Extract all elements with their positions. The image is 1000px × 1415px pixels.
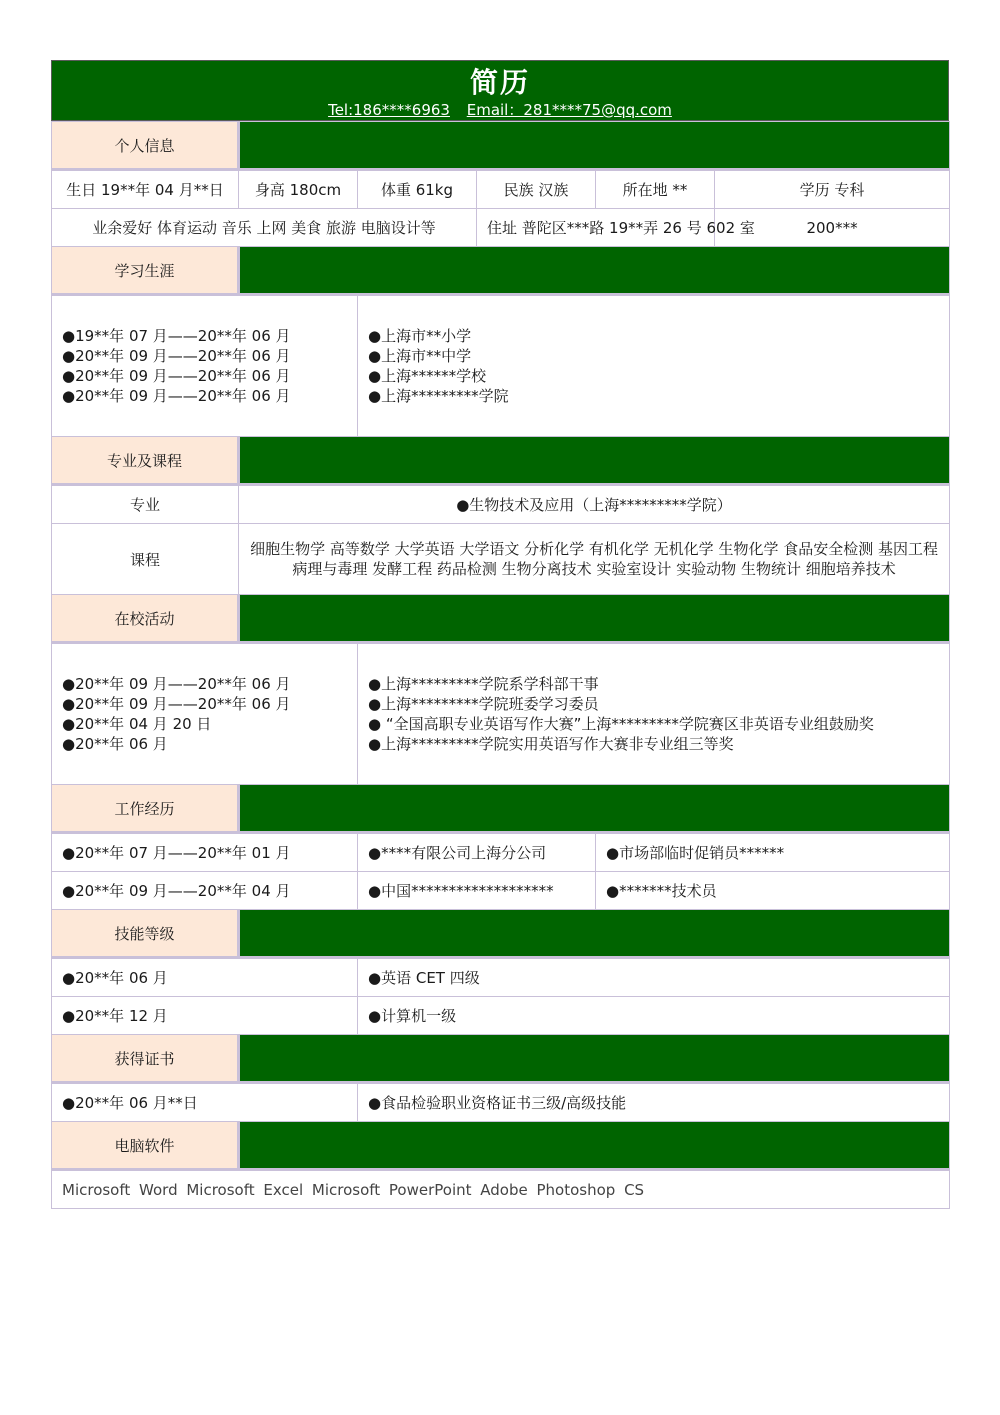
education-row — [52, 295, 950, 437]
ethnicity-cell: 民族 汉族 — [477, 170, 596, 209]
education-schools — [358, 295, 950, 437]
section-label-major: 专业及课程 — [52, 437, 239, 485]
section-label-activities: 在校活动 — [52, 595, 239, 643]
table-row — [52, 1083, 950, 1122]
personal-row-2 — [52, 209, 950, 247]
software-list: Microsoft Word Microsoft Excel Microsoft PowerPoint Adobe Photoshop CS — [52, 1170, 950, 1209]
cert-date: ●20**年 06 月**日 — [52, 1083, 358, 1122]
table-row — [52, 833, 950, 872]
height-cell: 身高 180cm — [239, 170, 358, 209]
major-value: ●生物技术及应用（上海*********学院） — [239, 485, 950, 524]
tel-link[interactable]: Tel:186****6963 — [328, 101, 450, 119]
postcode-cell: 200*** — [715, 209, 950, 247]
section-bar — [239, 437, 950, 485]
section-software — [52, 1122, 950, 1170]
resume-table — [51, 121, 950, 1209]
list-item: ●上海市**中学 — [368, 347, 472, 365]
section-bar — [239, 247, 950, 295]
section-label-education: 学习生涯 — [52, 247, 239, 295]
resume-title: 简历 — [469, 66, 530, 99]
section-bar — [239, 595, 950, 643]
education-dates — [52, 295, 358, 437]
resume-sheet — [51, 60, 949, 1209]
hobbies-cell: 业余爱好 体育运动 音乐 上网 美食 旅游 电脑设计等 — [52, 209, 477, 247]
skill-date: ●20**年 12 月 — [52, 997, 358, 1035]
section-skills — [52, 910, 950, 958]
contact-line — [52, 101, 948, 119]
section-bar — [239, 1122, 950, 1170]
skill-date: ●20**年 06 月 — [52, 958, 358, 997]
table-row — [52, 872, 950, 910]
list-item: ●20**年 09 月——20**年 06 月 — [62, 387, 291, 405]
section-work — [52, 785, 950, 833]
email-link[interactable]: Email：281****75@qq.com — [466, 101, 672, 119]
list-item: ●上海******学校 — [368, 367, 487, 385]
skill-value: ●计算机一级 — [358, 997, 950, 1035]
section-label-personal: 个人信息 — [52, 122, 239, 170]
list-item: ●19**年 07 月——20**年 06 月 — [62, 327, 291, 345]
section-label-certificates: 获得证书 — [52, 1035, 239, 1083]
section-education — [52, 247, 950, 295]
work-role: ●*******技术员 — [596, 872, 950, 910]
list-item: ●20**年 09 月——20**年 06 月 — [62, 367, 291, 385]
section-label-skills: 技能等级 — [52, 910, 239, 958]
section-personal — [52, 122, 950, 170]
courses-value: 细胞生物学 高等数学 大学英语 大学语文 分析化学 有机化学 无机化学 生物化学 食品安全检测 基因工程 病理与毒理 发酵工程 药品检测 生物分离技术 实验室设计 实验动物 生物统计 细胞培养技术 — [239, 524, 950, 595]
list-item: ● “全国高职专业英语写作大赛”上海*********学院赛区非英语专业组鼓励奖 — [368, 715, 874, 733]
list-item: ●20**年 04 月 20 日 — [62, 715, 212, 733]
address-cell: 住址 普陀区***路 19**弄 26 号 602 室 — [477, 209, 715, 247]
list-item: ●上海市**小学 — [368, 327, 472, 345]
skill-value: ●英语 CET 四级 — [358, 958, 950, 997]
work-role: ●市场部临时促销员****** — [596, 833, 950, 872]
courses-label: 课程 — [52, 524, 239, 595]
list-item: ●上海*********学院班委学习委员 — [368, 695, 599, 713]
courses-row — [52, 524, 950, 595]
work-company: ●****有限公司上海分公司 — [358, 833, 596, 872]
list-item: ●20**年 09 月——20**年 06 月 — [62, 347, 291, 365]
activities-items — [358, 643, 950, 785]
section-label-work: 工作经历 — [52, 785, 239, 833]
section-major — [52, 437, 950, 485]
section-bar — [239, 1035, 950, 1083]
section-certificates — [52, 1035, 950, 1083]
section-activities — [52, 595, 950, 643]
table-row — [52, 997, 950, 1035]
resume-header — [51, 60, 949, 121]
work-date: ●20**年 09 月——20**年 04 月 — [52, 872, 358, 910]
section-bar — [239, 910, 950, 958]
software-row — [52, 1170, 950, 1209]
personal-row-1 — [52, 170, 950, 209]
list-item: ●上海*********学院 — [368, 387, 509, 405]
activities-row — [52, 643, 950, 785]
weight-cell: 体重 61kg — [358, 170, 477, 209]
section-bar — [239, 785, 950, 833]
location-cell: 所在地 ** — [596, 170, 715, 209]
list-item: ●上海*********学院系学科部干事 — [368, 675, 599, 693]
list-item: ●20**年 09 月——20**年 06 月 — [62, 675, 291, 693]
section-label-software: 电脑软件 — [52, 1122, 239, 1170]
cert-value: ●食品检验职业资格证书三级/高级技能 — [358, 1083, 950, 1122]
major-row — [52, 485, 950, 524]
birthday-cell: 生日 19**年 04 月**日 — [52, 170, 239, 209]
education-level-cell: 学历 专科 — [715, 170, 950, 209]
list-item: ●20**年 06 月 — [62, 735, 168, 753]
section-bar — [239, 122, 950, 170]
list-item: ●上海*********学院实用英语写作大赛非专业组三等奖 — [368, 735, 734, 753]
activities-dates — [52, 643, 358, 785]
work-date: ●20**年 07 月——20**年 01 月 — [52, 833, 358, 872]
list-item: ●20**年 09 月——20**年 06 月 — [62, 695, 291, 713]
table-row — [52, 958, 950, 997]
major-label: 专业 — [52, 485, 239, 524]
work-company: ●中国******************* — [358, 872, 596, 910]
